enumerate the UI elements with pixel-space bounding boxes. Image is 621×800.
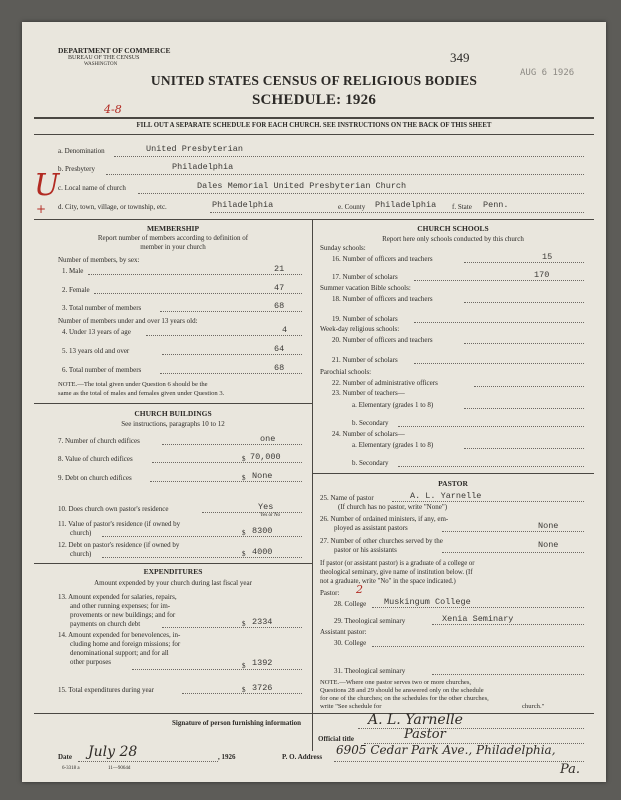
presbytery-label: b. Presbytery <box>58 165 95 173</box>
pastor-note: NOTE.—Where one pastor serves two or more churches, <box>320 679 472 686</box>
q26-label: ployed as assistant pastors <box>334 524 408 532</box>
weekday-label: Week-day religious schools: <box>320 325 400 333</box>
q9-value[interactable]: None <box>252 471 273 481</box>
census-form <box>22 22 606 782</box>
q27-label: 27. Number of other churches served by the <box>320 537 443 545</box>
q1-value[interactable]: 21 <box>274 264 285 274</box>
q16-value[interactable]: 15 <box>542 252 553 262</box>
q15-value[interactable]: 3726 <box>252 683 273 693</box>
address-value-line2[interactable]: Pa. <box>560 762 581 777</box>
city-label: d. City, town, village, or township, etc. <box>58 203 167 211</box>
q6-value[interactable]: 68 <box>274 363 285 373</box>
schedule-number: 349 <box>450 50 470 65</box>
official-title-label: Official title <box>318 735 354 743</box>
q16-label: 16. Number of officers and teachers <box>332 255 433 263</box>
date-label: Date <box>58 753 72 761</box>
print-number: 11—9064d <box>108 766 131 771</box>
yesno-label: Yes or No <box>260 513 281 518</box>
dollar-sign: $ <box>242 686 246 694</box>
q19-label: 19. Number of scholars <box>332 315 398 323</box>
q8-value[interactable]: 70,000 <box>250 452 281 462</box>
dollar-sign: $ <box>242 550 246 558</box>
q25-label: 25. Name of pastor <box>320 494 374 502</box>
q12-value[interactable]: 4000 <box>252 547 273 557</box>
q7-value[interactable]: one <box>260 434 276 444</box>
q13-label: and other running expenses; for im- <box>70 602 171 610</box>
q13-label: payments on church debt <box>70 620 141 628</box>
q2-label: 2. Female <box>62 286 90 294</box>
q17-label: 17. Number of scholars <box>332 273 398 281</box>
county-value[interactable]: Philadelphia <box>375 200 437 210</box>
pastor-note: for one of the churches; on the schedules for the other churches, <box>320 695 489 702</box>
red-annotation: 2 <box>356 583 363 596</box>
pastor-heading: PASTOR <box>438 479 468 488</box>
q3-label: 3. Total number of members <box>62 304 142 312</box>
sunday-label: Sunday schools: <box>320 244 366 252</box>
city-value[interactable]: Philadelphia <box>212 200 274 210</box>
q25-value[interactable]: A. L. Yarnelle <box>410 491 482 501</box>
date-value[interactable]: July 28 <box>88 744 138 760</box>
q5-value[interactable]: 64 <box>274 344 285 354</box>
plus-mark: + <box>36 202 47 216</box>
grad-note: theological seminary, give name of institution below. (If <box>320 569 473 576</box>
q28-label: 28. College <box>334 600 367 608</box>
q12-label: church) <box>70 550 92 558</box>
q9-label: 9. Debt on church edifices <box>58 474 132 482</box>
q30-label: 30. College <box>334 639 367 647</box>
summer-label: Summer vacation Bible schools: <box>320 284 411 292</box>
signature-value[interactable]: A. L. Yarnelle <box>368 712 463 728</box>
parochial-label: Parochial schools: <box>320 368 372 376</box>
signature-label: Signature of person furnishing information <box>172 719 301 727</box>
q12-label: 12. Debt on pastor's residence (if owned by <box>58 541 180 549</box>
state-value[interactable]: Penn. <box>483 200 509 210</box>
dollar-sign: $ <box>242 662 246 670</box>
buildings-sub: See instructions, paragraphs 10 to 12 <box>121 420 225 428</box>
q24-label: 24. Number of scholars— <box>332 430 405 438</box>
q10-label: 10. Does church own pastor's residence <box>58 505 169 513</box>
asst-label: Assistant pastor: <box>320 628 367 636</box>
church-name-value[interactable]: Dales Memorial United Presbyterian Church <box>197 181 407 191</box>
q14-label: denominational support; and for all <box>70 649 169 657</box>
city-name: WASHINGTON <box>84 62 118 67</box>
address-value[interactable]: 6905 Cedar Park Ave., Philadelphia, <box>336 743 556 757</box>
q11-label: church) <box>70 529 92 537</box>
q14-value[interactable]: 1392 <box>252 658 273 668</box>
q8-label: 8. Value of church edifices <box>58 455 133 463</box>
church-name-label: c. Local name of church <box>58 184 126 192</box>
received-stamp: AUG 6 1926 <box>520 68 575 78</box>
pastor-note: Questions 28 and 29 should be answered only on the schedule <box>320 687 484 694</box>
form-title: UNITED STATES CENSUS OF RELIGIOUS BODIES <box>150 73 478 88</box>
county-label: e. County <box>338 203 366 211</box>
membership-note: NOTE.—The total given under Question 6 should be the <box>58 381 208 388</box>
presbytery-value[interactable]: Philadelphia <box>172 162 234 172</box>
q5-label: 5. 13 years old and over <box>62 347 130 355</box>
q22-label: 22. Number of administrative officers <box>332 379 438 387</box>
margin-mark: U <box>34 168 60 203</box>
dollar-sign: $ <box>242 455 246 463</box>
rule <box>34 134 594 135</box>
dollar-sign: $ <box>242 620 246 628</box>
q26-label: 26. Number of ordained ministers, if any, em- <box>320 515 449 523</box>
form-subtitle: SCHEDULE: 1926 <box>251 92 377 108</box>
q29-value[interactable]: Xenia Seminary <box>442 614 514 624</box>
year-label: , 1926 <box>218 753 236 761</box>
q11-label: 11. Value of pastor's residence (if owned by <box>58 520 181 528</box>
q28-value[interactable]: Muskingum College <box>384 597 471 607</box>
q26-value[interactable]: None <box>538 521 559 531</box>
dept-name: DEPARTMENT OF COMMERCE <box>58 46 171 55</box>
dollar-sign: $ <box>242 474 246 482</box>
q13-label: 13. Amount expended for salaries, repairs, <box>58 593 177 601</box>
q2-value[interactable]: 47 <box>274 283 285 293</box>
bysex-label: Number of members, by sex: <box>58 256 140 264</box>
q17-value[interactable]: 170 <box>534 270 550 280</box>
q14-label: 14. Amount expended for benevolences, in- <box>58 631 181 639</box>
q13-label: provements or new buildings; and for <box>70 611 176 619</box>
q29-label: 29. Theological seminary <box>334 617 406 625</box>
q13-value[interactable]: 2334 <box>252 617 273 627</box>
official-title-value[interactable]: Pastor <box>404 727 446 742</box>
membership-heading: MEMBERSHIP <box>146 224 200 233</box>
grad-note: If pastor (or assistant pastor) is a graduate of a college or <box>320 560 475 567</box>
form-number: 6-3318 a <box>62 766 80 771</box>
q25-note: (If church has no pastor, write "None") <box>338 503 448 511</box>
bureau-name: BUREAU OF THE CENSUS <box>68 55 140 61</box>
membership-intro: Report number of members according to definition of <box>97 234 249 242</box>
instruction: FILL OUT A SEPARATE SCHEDULE FOR EACH CHURCH. SEE INSTRUCTIONS ON THE BACK OF THIS SHEET <box>136 122 492 129</box>
q27-value[interactable]: None <box>538 540 559 550</box>
q3-value[interactable]: 68 <box>274 301 285 311</box>
q1-label: 1. Male <box>62 267 84 275</box>
q4-label: 4. Under 13 years of age <box>62 328 131 336</box>
membership-note: same as the total of males and females given under Question 3. <box>58 390 225 397</box>
buildings-heading: CHURCH BUILDINGS <box>134 409 212 418</box>
red-annotation: 4-8 <box>104 103 122 116</box>
q6-label: 6. Total number of members <box>62 366 142 374</box>
q27-label: pastor or his assistants <box>334 546 397 554</box>
q10-value[interactable]: Yes <box>258 502 274 512</box>
q14-label: other purposes <box>70 658 112 666</box>
pastor-label: Pastor: <box>320 589 340 597</box>
q23a-label: a. Elementary (grades 1 to 8) <box>352 401 434 409</box>
denomination-label: a. Denomination <box>58 147 105 155</box>
q31-label: 31. Theological seminary <box>334 667 406 675</box>
q4-value[interactable]: 4 <box>282 325 288 335</box>
q18-label: 18. Number of officers and teachers <box>332 295 433 303</box>
q21-label: 21. Number of scholars <box>332 356 398 364</box>
schools-heading: CHURCH SCHOOLS <box>417 224 489 233</box>
expenditures-intro: Amount expended by your church during last fiscal year <box>94 579 252 587</box>
dollar-sign: $ <box>242 529 246 537</box>
expenditures-heading: EXPENDITURES <box>143 567 203 576</box>
q24a-label: a. Elementary (grades 1 to 8) <box>352 441 434 449</box>
grad-note: not a graduate, write "No" in the space indicated.) <box>320 578 456 585</box>
address-label: P. O. Address <box>282 753 323 761</box>
q20-label: 20. Number of officers and teachers <box>332 336 433 344</box>
denomination-value[interactable]: United Presbyterian <box>146 144 243 154</box>
q24b-label: b. Secondary <box>352 459 389 467</box>
q23b-label: b. Secondary <box>352 419 389 427</box>
schools-intro: Report here only schools conducted by this church <box>382 235 524 243</box>
q14-label: cluding home and foreign missions; for <box>70 640 181 648</box>
q15-label: 15. Total expenditures during year <box>58 686 154 694</box>
age-intro: Number of members under and over 13 years old: <box>58 317 198 325</box>
q11-value[interactable]: 8300 <box>252 526 273 536</box>
q7-label: 7. Number of church edifices <box>58 437 140 445</box>
rule <box>34 117 594 119</box>
q23-label: 23. Number of teachers— <box>332 389 405 397</box>
pastor-note: write "See schedule for <box>320 703 382 710</box>
pastor-note: church." <box>522 703 545 710</box>
membership-intro: member in your church <box>140 243 206 251</box>
state-label: f. State <box>452 203 472 211</box>
